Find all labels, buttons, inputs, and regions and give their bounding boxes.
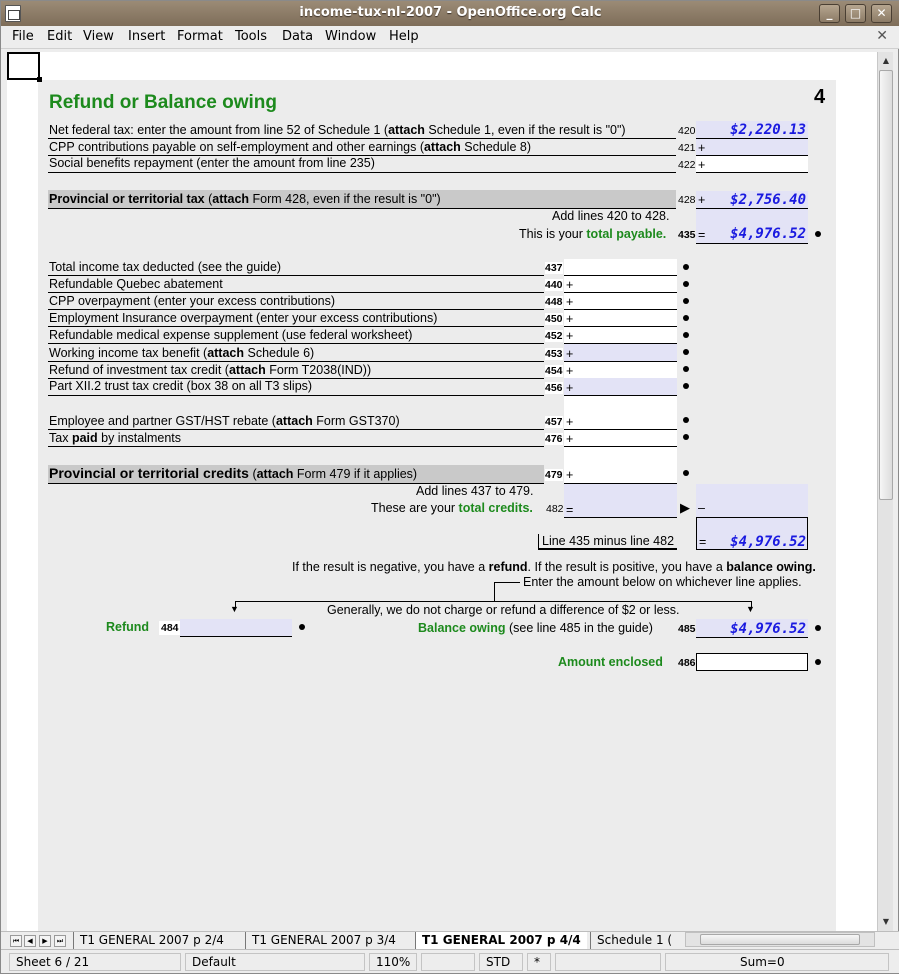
underline bbox=[696, 243, 808, 244]
line-456-label: Part XII.2 trust tax credit (box 38 on all T3 slips) bbox=[49, 379, 313, 393]
window-title: income-tux-nl-2007 - OpenOffice.org Calc bbox=[299, 5, 602, 20]
scroll-down-icon[interactable]: ▼ bbox=[882, 917, 890, 926]
bullet-icon bbox=[683, 383, 689, 389]
line-437-num: 437 bbox=[545, 262, 563, 274]
line-482-minus: – bbox=[698, 501, 705, 515]
line-452-label: Refundable medical expense supplement (use federal worksheet) bbox=[49, 328, 413, 342]
line-437-label: Total income tax deducted (see the guide) bbox=[49, 260, 282, 274]
line-457-label: Employee and partner GST/HST rebate (attach Form GST370) bbox=[49, 414, 400, 428]
bullet-icon bbox=[683, 281, 689, 287]
menu-edit[interactable]: Edit bbox=[47, 29, 73, 44]
underline bbox=[48, 309, 544, 310]
menu-window[interactable]: Window bbox=[325, 29, 377, 44]
line-453-label: Working income tax benefit (attach Schedule 6) bbox=[49, 346, 315, 360]
line-420-amount: $2,220.13 bbox=[730, 122, 806, 138]
amount-enclosed-field[interactable] bbox=[696, 653, 808, 671]
sheet-tab-active[interactable]: T1 GENERAL 2007 p 4/4 bbox=[415, 932, 587, 949]
menu-bar bbox=[1, 26, 899, 49]
gap-field bbox=[564, 396, 677, 413]
next-sheet-icon[interactable]: ▶ bbox=[39, 935, 51, 947]
line-482-num: 482 bbox=[546, 503, 564, 515]
line-482-total-field[interactable] bbox=[696, 484, 808, 517]
menu-format[interactable]: Format bbox=[177, 29, 223, 44]
amount-enclosed-label: Amount enclosed bbox=[558, 655, 663, 669]
arrow-right-icon: ▶ bbox=[680, 500, 690, 515]
line-421-num: 421 bbox=[678, 142, 696, 154]
line-454-label: Refund of investment tax credit (attach Form T2038(IND)) bbox=[49, 363, 372, 377]
line-454-num: 454 bbox=[545, 365, 563, 377]
title-bar bbox=[1, 1, 899, 26]
line-422-label: Social benefits repayment (enter the amount from line 235) bbox=[49, 156, 375, 170]
line-448-field[interactable] bbox=[564, 293, 677, 309]
line-476-op: + bbox=[566, 432, 574, 446]
sheet-indicator: Sheet 6 / 21 bbox=[9, 953, 181, 971]
bullet-icon bbox=[683, 264, 689, 270]
hscroll-thumb[interactable] bbox=[700, 934, 860, 945]
line-437-field[interactable] bbox=[564, 259, 677, 275]
arrow-down-icon: ▼ bbox=[230, 604, 239, 614]
line-476-label: Tax paid by instalments bbox=[49, 431, 182, 445]
underline bbox=[48, 292, 544, 293]
line-448-label: CPP overpayment (enter your excess contributions) bbox=[49, 294, 336, 308]
bullet-icon bbox=[815, 659, 821, 665]
menu-view[interactable]: View bbox=[83, 29, 114, 44]
close-button[interactable]: ✕ bbox=[871, 4, 892, 23]
sheet-tab[interactable]: T1 GENERAL 2007 p 2/4 bbox=[73, 932, 230, 949]
line-450-field[interactable] bbox=[564, 310, 677, 326]
underline bbox=[48, 138, 676, 139]
subtotal-field[interactable] bbox=[696, 209, 808, 226]
bullet-icon bbox=[683, 434, 689, 440]
line-422-field[interactable] bbox=[696, 156, 808, 172]
line-420-num: 420 bbox=[678, 125, 696, 137]
line-440-op: + bbox=[566, 278, 574, 292]
line-435-num: 435 bbox=[678, 229, 696, 241]
minimize-button[interactable]: _ bbox=[819, 4, 840, 23]
line-457-num: 457 bbox=[545, 416, 563, 428]
line-452-field[interactable] bbox=[564, 327, 677, 343]
connector-line bbox=[494, 582, 520, 583]
underline bbox=[564, 517, 677, 518]
menu-data[interactable]: Data bbox=[282, 29, 314, 44]
line-486-num: 486 bbox=[678, 657, 696, 669]
underline bbox=[48, 172, 676, 173]
line-435-minus-label: Line 435 minus line 482 bbox=[538, 534, 677, 549]
line-428-num: 428 bbox=[678, 194, 696, 206]
menu-insert[interactable]: Insert bbox=[128, 29, 166, 44]
enter-amount-text: Enter the amount below on whichever line applies. bbox=[523, 575, 802, 589]
add-420-428: Add lines 420 to 428. bbox=[552, 209, 670, 223]
balance-owing-amount: $4,976.52 bbox=[730, 621, 806, 637]
line-435-amount: $4,976.52 bbox=[730, 226, 806, 242]
underline bbox=[48, 326, 544, 327]
bullet-icon bbox=[683, 332, 689, 338]
line-457-field[interactable] bbox=[564, 413, 677, 429]
line-440-label: Refundable Quebec abatement bbox=[49, 277, 223, 291]
sheet-tab[interactable]: Schedule 1 ( bbox=[590, 932, 680, 949]
line-421-field[interactable] bbox=[696, 139, 808, 156]
status-bar bbox=[1, 949, 899, 973]
gap-field bbox=[564, 447, 677, 465]
line-450-label: Employment Insurance overpayment (enter your excess contributions) bbox=[49, 311, 438, 325]
add-437-479: Add lines 437 to 479. bbox=[416, 484, 534, 498]
connector-line bbox=[494, 582, 495, 602]
underline bbox=[180, 636, 292, 637]
line-482-field[interactable] bbox=[564, 501, 677, 517]
line-452-num: 452 bbox=[545, 330, 563, 342]
bullet-icon bbox=[815, 625, 821, 631]
no-charge-text: Generally, we do not charge or refund a difference of $2 or less. bbox=[327, 603, 680, 617]
line-440-field[interactable] bbox=[564, 276, 677, 292]
line-435-label: This is your total payable. bbox=[519, 227, 667, 241]
underline bbox=[696, 172, 808, 173]
menu-file[interactable]: File bbox=[12, 29, 34, 44]
line-435-op: = bbox=[698, 228, 706, 242]
refund-field[interactable] bbox=[180, 619, 292, 636]
first-sheet-icon[interactable]: ⏮ bbox=[10, 935, 22, 947]
line-456-num: 456 bbox=[545, 382, 563, 394]
prev-sheet-icon[interactable]: ◀ bbox=[24, 935, 36, 947]
horizontal-scrollbar[interactable] bbox=[685, 932, 875, 947]
underline bbox=[48, 395, 544, 396]
last-sheet-icon[interactable]: ⏭ bbox=[54, 935, 66, 947]
line-453-field[interactable] bbox=[564, 344, 677, 361]
line-440-num: 440 bbox=[545, 279, 563, 291]
vertical-scrollbar[interactable] bbox=[877, 52, 893, 931]
line-482-op: = bbox=[566, 503, 574, 517]
bullet-icon bbox=[683, 470, 689, 476]
line-450-num: 450 bbox=[545, 313, 563, 325]
line-476-field[interactable] bbox=[564, 430, 677, 446]
line-476-num: 476 bbox=[545, 433, 563, 445]
sum-display: Sum=0 bbox=[665, 953, 889, 971]
form-heading: Refund or Balance owing bbox=[49, 92, 278, 113]
underline bbox=[696, 637, 808, 638]
menu-tools[interactable]: Tools bbox=[235, 29, 268, 44]
difference-amount: $4,976.52 bbox=[730, 534, 806, 550]
line-450-op: + bbox=[566, 312, 574, 326]
line-485-num: 485 bbox=[678, 623, 696, 635]
line-479-num: 479 bbox=[545, 469, 563, 481]
status-blank bbox=[555, 953, 661, 971]
underline bbox=[48, 446, 544, 447]
sheet-tab[interactable]: T1 GENERAL 2007 p 3/4 bbox=[245, 932, 402, 949]
bullet-icon bbox=[299, 624, 305, 630]
line-479-op: + bbox=[566, 468, 574, 482]
line-457-op: + bbox=[566, 415, 574, 429]
line-448-op: + bbox=[566, 295, 574, 309]
line-452-op: + bbox=[566, 329, 574, 343]
line-479-label: Provincial or territorial credits (attach Form 479 if it applies) bbox=[49, 465, 418, 481]
line-422-num: 422 bbox=[678, 159, 696, 171]
page-style[interactable]: Default bbox=[185, 953, 365, 971]
connector-line bbox=[235, 601, 752, 602]
difference-op: = bbox=[699, 535, 707, 549]
bullet-icon bbox=[683, 298, 689, 304]
line-484-num: 484 bbox=[161, 622, 179, 634]
line-454-op: + bbox=[566, 364, 574, 378]
bullet-icon bbox=[815, 231, 821, 237]
underline bbox=[48, 429, 544, 430]
line-421-op: + bbox=[698, 141, 706, 155]
subtotal-credits-field[interactable] bbox=[564, 484, 677, 501]
bullet-icon bbox=[683, 417, 689, 423]
line-420-label: Net federal tax: enter the amount from line 52 of Schedule 1 (attach Schedule 1, even if the result is "0") bbox=[49, 123, 626, 137]
underline bbox=[48, 361, 544, 362]
underline bbox=[48, 275, 544, 276]
refund-label: Refund bbox=[106, 620, 150, 634]
line-428-amount: $2,756.40 bbox=[730, 192, 806, 208]
underline bbox=[538, 549, 677, 550]
page-number: 4 bbox=[814, 86, 826, 108]
close-document-icon[interactable]: ✕ bbox=[876, 28, 888, 44]
balance-owing-label: Balance owing (see line 485 in the guide) bbox=[418, 621, 653, 635]
status-blank bbox=[421, 953, 475, 971]
maximize-button[interactable]: □ bbox=[845, 4, 866, 23]
line-479-field[interactable] bbox=[564, 465, 677, 483]
scroll-thumb[interactable] bbox=[879, 70, 893, 500]
bullet-icon bbox=[683, 349, 689, 355]
selection-mode[interactable]: STD bbox=[479, 953, 523, 971]
line-428-label: Provincial or territorial tax (attach Form 428, even if the result is "0") bbox=[49, 192, 441, 206]
line-421-label: CPP contributions payable on self-employment and other earnings (attach Schedule 8) bbox=[49, 140, 531, 154]
line-453-num: 453 bbox=[545, 348, 563, 360]
line-482-label: These are your total credits. bbox=[371, 501, 533, 515]
modified-indicator: * bbox=[527, 953, 551, 971]
cell-cursor[interactable] bbox=[7, 52, 40, 80]
bullet-icon bbox=[683, 366, 689, 372]
result-text: If the result is negative, you have a refund. If the result is positive, you have a balance owing. bbox=[292, 560, 816, 574]
line-448-num: 448 bbox=[545, 296, 563, 308]
zoom-level[interactable]: 110% bbox=[369, 953, 417, 971]
line-456-field[interactable] bbox=[564, 378, 677, 395]
underline bbox=[48, 343, 544, 344]
line-454-field[interactable] bbox=[564, 362, 677, 378]
scroll-up-icon[interactable]: ▲ bbox=[882, 56, 890, 65]
bullet-icon bbox=[683, 315, 689, 321]
line-422-op: + bbox=[698, 158, 706, 172]
line-428-op: + bbox=[698, 193, 706, 207]
line-453-op: + bbox=[566, 347, 574, 361]
line-456-op: + bbox=[566, 381, 574, 395]
arrow-down-icon: ▼ bbox=[746, 604, 755, 614]
menu-help[interactable]: Help bbox=[389, 29, 419, 44]
